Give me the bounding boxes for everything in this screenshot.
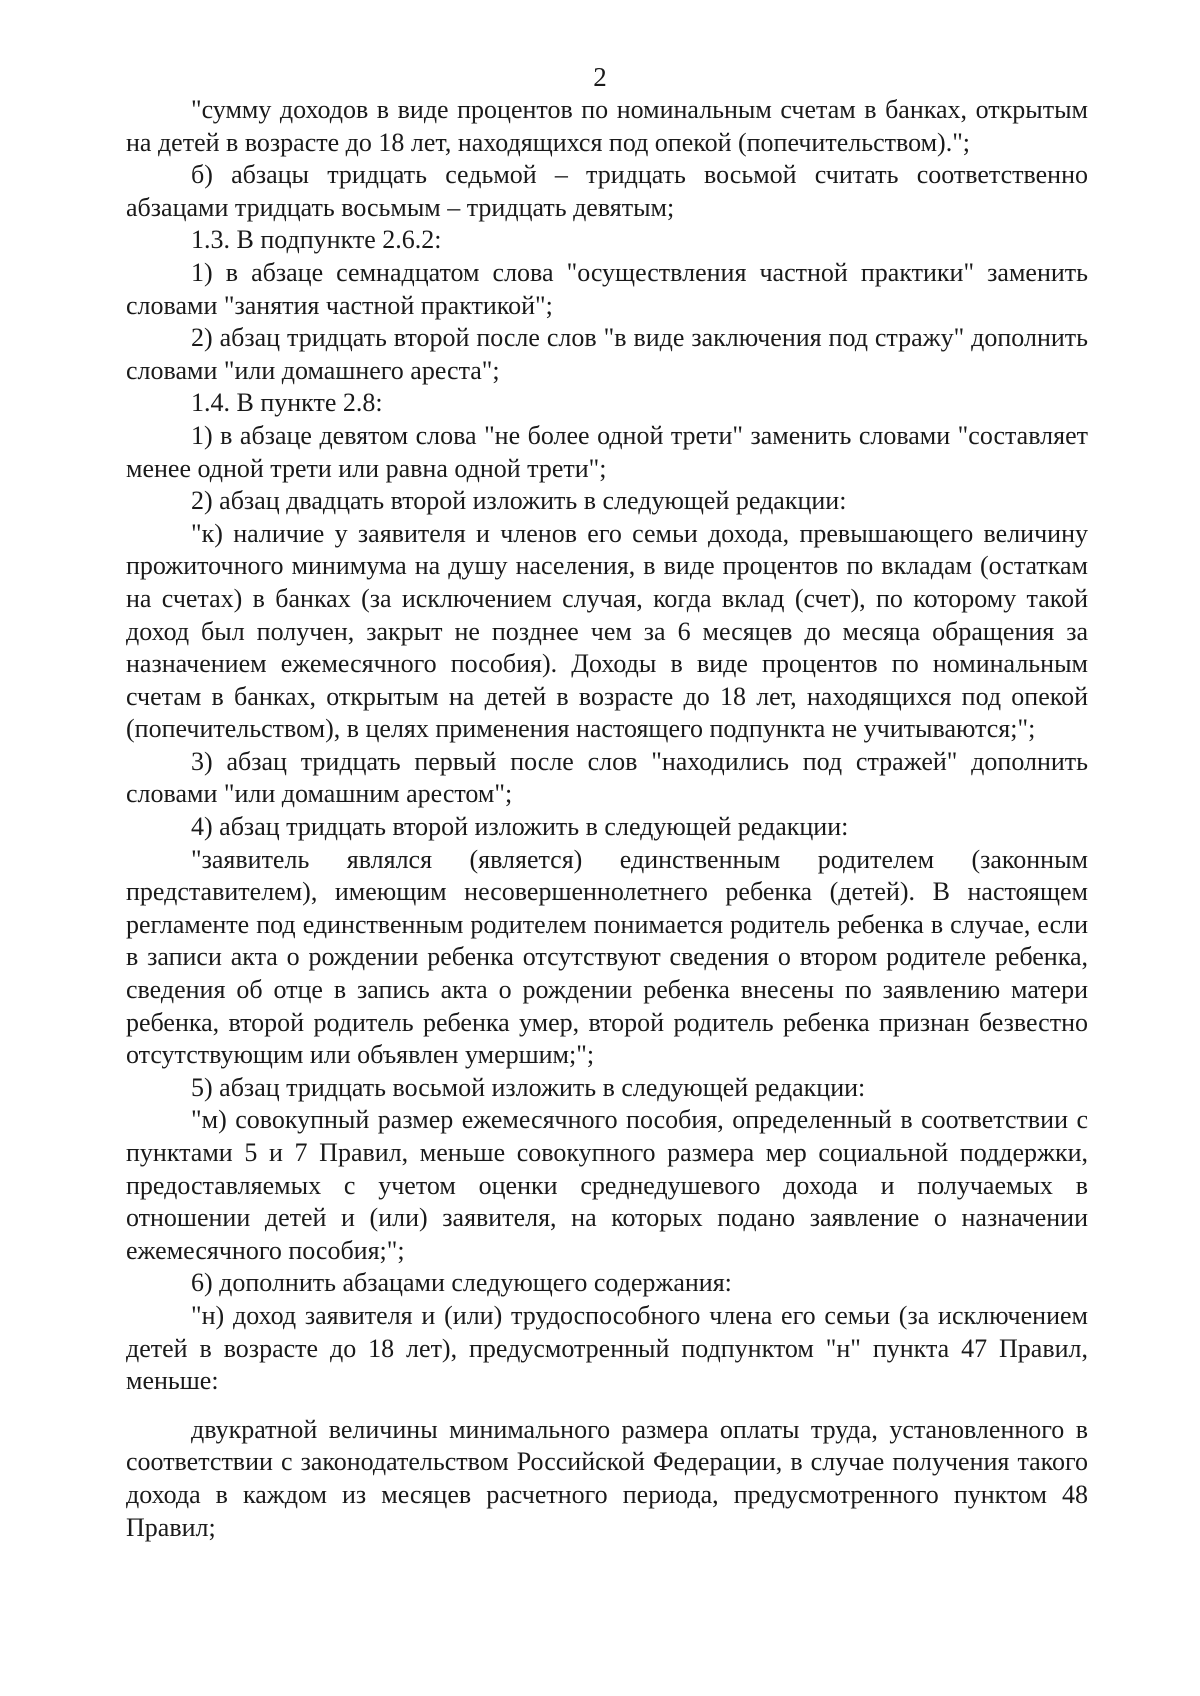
paragraph-1: "сумму доходов в виде процентов по номинальным счетам в банках, открытым на детей в возрасте до 18 лет, находящихся под опекой (попечительством)."; [126,95,1088,157]
paragraph-15: 6) дополнить абзацами следующего содержания: [191,1268,732,1298]
paragraph-6: 1.4. В пункте 2.8: [191,388,383,418]
paragraph-5: 2) абзац тридцать второй после слов "в виде заключения под стражу" дополнить словами "или домашнего ареста"; [126,323,1088,385]
paragraph-12: "заявитель являлся (является) единственным родителем (законным представителем), имеющим несовершеннолетнего ребенка (детей). В настоящем регламенте под единственным родителем понимается родитель ребенка в случае, если в записи акта о рождении ребенка отсутствуют сведения о втором родителе ребенка, сведения об отце в запись акта о рождении ребенка внесены по заявлению матери ребенка, второй родитель ребенка умер, второй родитель ребенка признан безвестно отсутствующим или объявлен умершим;"; [126,844,1088,1070]
paragraph-3: 1.3. В подпункте 2.6.2: [191,225,442,255]
paragraph-13: 5) абзац тридцать восьмой изложить в следующей редакции: [191,1072,866,1102]
paragraph-7: 1) в абзаце девятом слова "не более одной трети" заменить словами "составляет менее одной трети или равна одной трети"; [126,420,1088,483]
paragraph-9: "к) наличие у заявителя и членов его семьи дохода, превышающего величину прожиточного минимума на душу населения, в виде процентов по вкладам (остаткам на счетах) в банках (за исключением случая, когда вклад (счет), по которому такой доход был получен, закрыт не позднее чем за 6 месяцев до месяца обращения за назначением ежемесячного пособия). Доходы в виде процентов по номинальным счетам в банках, открытым на детей в возрасте до 18 лет, находящихся под опекой (попечительством), в целях применения настоящего подпункта не учитываются;"; [126,518,1088,744]
paragraph-11: 4) абзац тридцать второй изложить в следующей редакции: [191,812,849,842]
paragraph-10: 3) абзац тридцать первый после слов "находились под стражей" дополнить словами "или домашним арестом"; [126,746,1088,809]
paragraph-14: "м) совокупный размер ежемесячного пособия, определенный в соответствии с пунктами 5 и 7 Правил, меньше совокупного размера мер социальной поддержки, предоставляемых с учетом оценки среднедушевого дохода и получаемых в отношении детей и (или) заявителя, на которых подано заявление о назначении ежемесячного пособия;"; [126,1105,1088,1265]
paragraph-8: 2) абзац двадцать второй изложить в следующей редакции: [191,486,847,516]
paragraph-4: 1) в абзаце семнадцатом слова "осуществления частной практики" заменить словами "занятия частной практикой"; [126,257,1088,320]
paragraph-17: двукратной величины минимального размера оплаты труда, установленного в соответствии с законодательством Российской Федерации, в случае получения такого дохода в каждом из месяцев расчетного периода, предусмотренного пунктом 48 Правил; [126,1414,1088,1542]
paragraph-16: "н) доход заявителя и (или) трудоспособного члена его семьи (за исключением детей в возрасте до 18 лет), предусмотренный подпунктом "н" пункта 47 Правил, меньше: [126,1300,1088,1396]
page-number: 2 [593,62,607,92]
paragraph-2: б) абзацы тридцать седьмой – тридцать восьмой считать соответственно абзацами тридцать восьмым – тридцать девятым; [126,160,1088,222]
document-body [126,94,1088,1544]
